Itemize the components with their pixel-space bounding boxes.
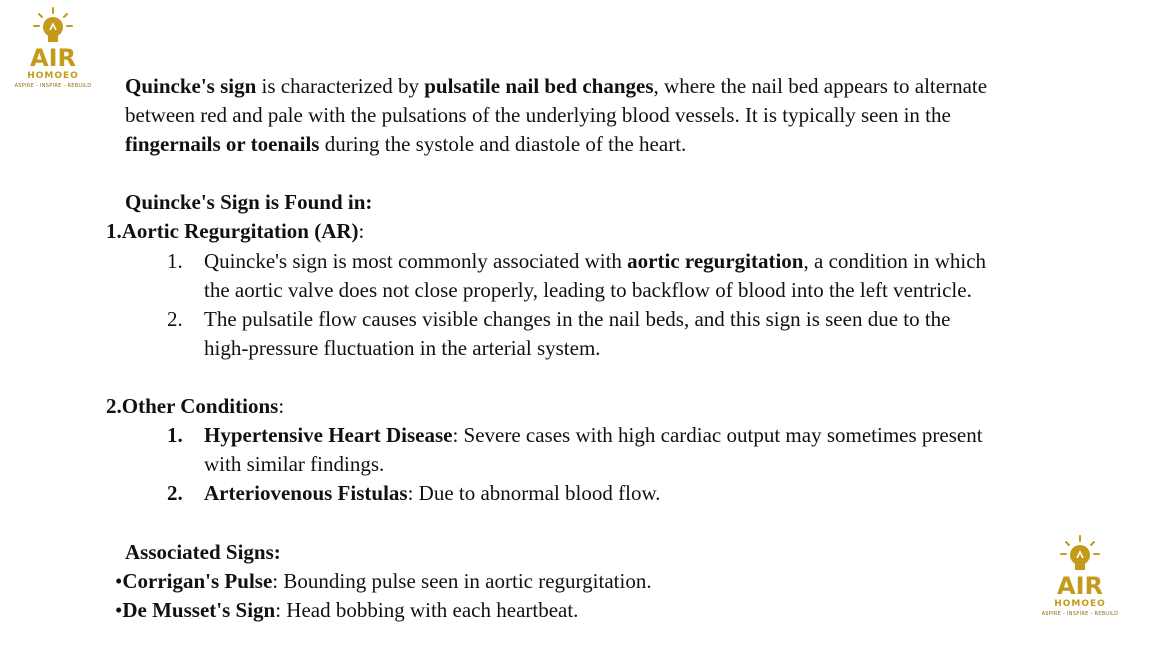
logo-tagline: ASPIRE - INSPIRE - REBUILD [14,83,92,89]
section-2-item-2-num: 2. [167,481,183,505]
section-1-heading: 1.Aortic Regurgitation (AR): [106,219,365,243]
intro-line-1: Quincke's sign is characterized by pulsatile nail bed changes, where the nail bed appears to alternate [125,74,988,98]
associated-item-1: •Corrigan's Pulse: Bounding pulse seen in aortic regurgitation. [115,569,652,593]
logo-tagline: ASPIRE - INSPIRE - REBUILD [1041,611,1119,617]
logo-sub: HOMOEO [1054,599,1106,609]
section-2-item-2-line-1: Arteriovenous Fistulas: Due to abnormal blood flow. [204,481,661,505]
bullet: • [115,598,123,622]
logo-brand: AIR [30,44,76,72]
lightbulb-icon [31,6,75,46]
bullet: • [115,569,123,593]
logo-top-left [8,6,98,89]
section-2-item-1-line-1: Hypertensive Heart Disease: Severe cases with high cardiac output may sometimes present [204,423,983,447]
logo-brand: AIR [1057,572,1103,600]
intro-line-2: between red and pale with the pulsations of the underlying blood vessels. It is typically seen in the [125,103,951,127]
logo-sub: HOMOEO [27,71,79,81]
logo-bottom-right [1035,534,1125,617]
section-1-item-2-line-1: The pulsatile flow causes visible changes in the nail beds, and this sign is seen due to the [204,307,951,331]
lightbulb-icon [1058,534,1102,574]
intro-bold-1: pulsatile nail bed changes [424,74,654,98]
section-1-item-2-line-2: high-pressure fluctuation in the arterial system. [204,336,601,360]
section-2-item-1-line-2: with similar findings. [204,452,385,476]
intro-line-3: fingernails or toenails during the systole and diastole of the heart. [125,132,687,156]
section-2-item-1-num: 1. [167,423,183,447]
section-1-item-2-num: 2. [167,307,183,331]
section-1-item-1-num: 1. [167,249,183,273]
intro-term: Quincke's sign [125,74,257,98]
section-2-heading: 2.Other Conditions: [106,394,285,418]
section-1-item-1-line-1: Quincke's sign is most commonly associated with aortic regurgitation, a condition in which [204,249,987,273]
associated-heading: Associated Signs: [125,540,281,564]
section-1-item-1-line-2: the aortic valve does not close properly, leading to backflow of blood into the left ventricle. [204,278,972,302]
associated-item-2: •De Musset's Sign: Head bobbing with each heartbeat. [115,598,579,622]
found-heading: Quincke's Sign is Found in: [125,190,373,214]
intro-bold-2: fingernails or toenails [125,132,320,156]
